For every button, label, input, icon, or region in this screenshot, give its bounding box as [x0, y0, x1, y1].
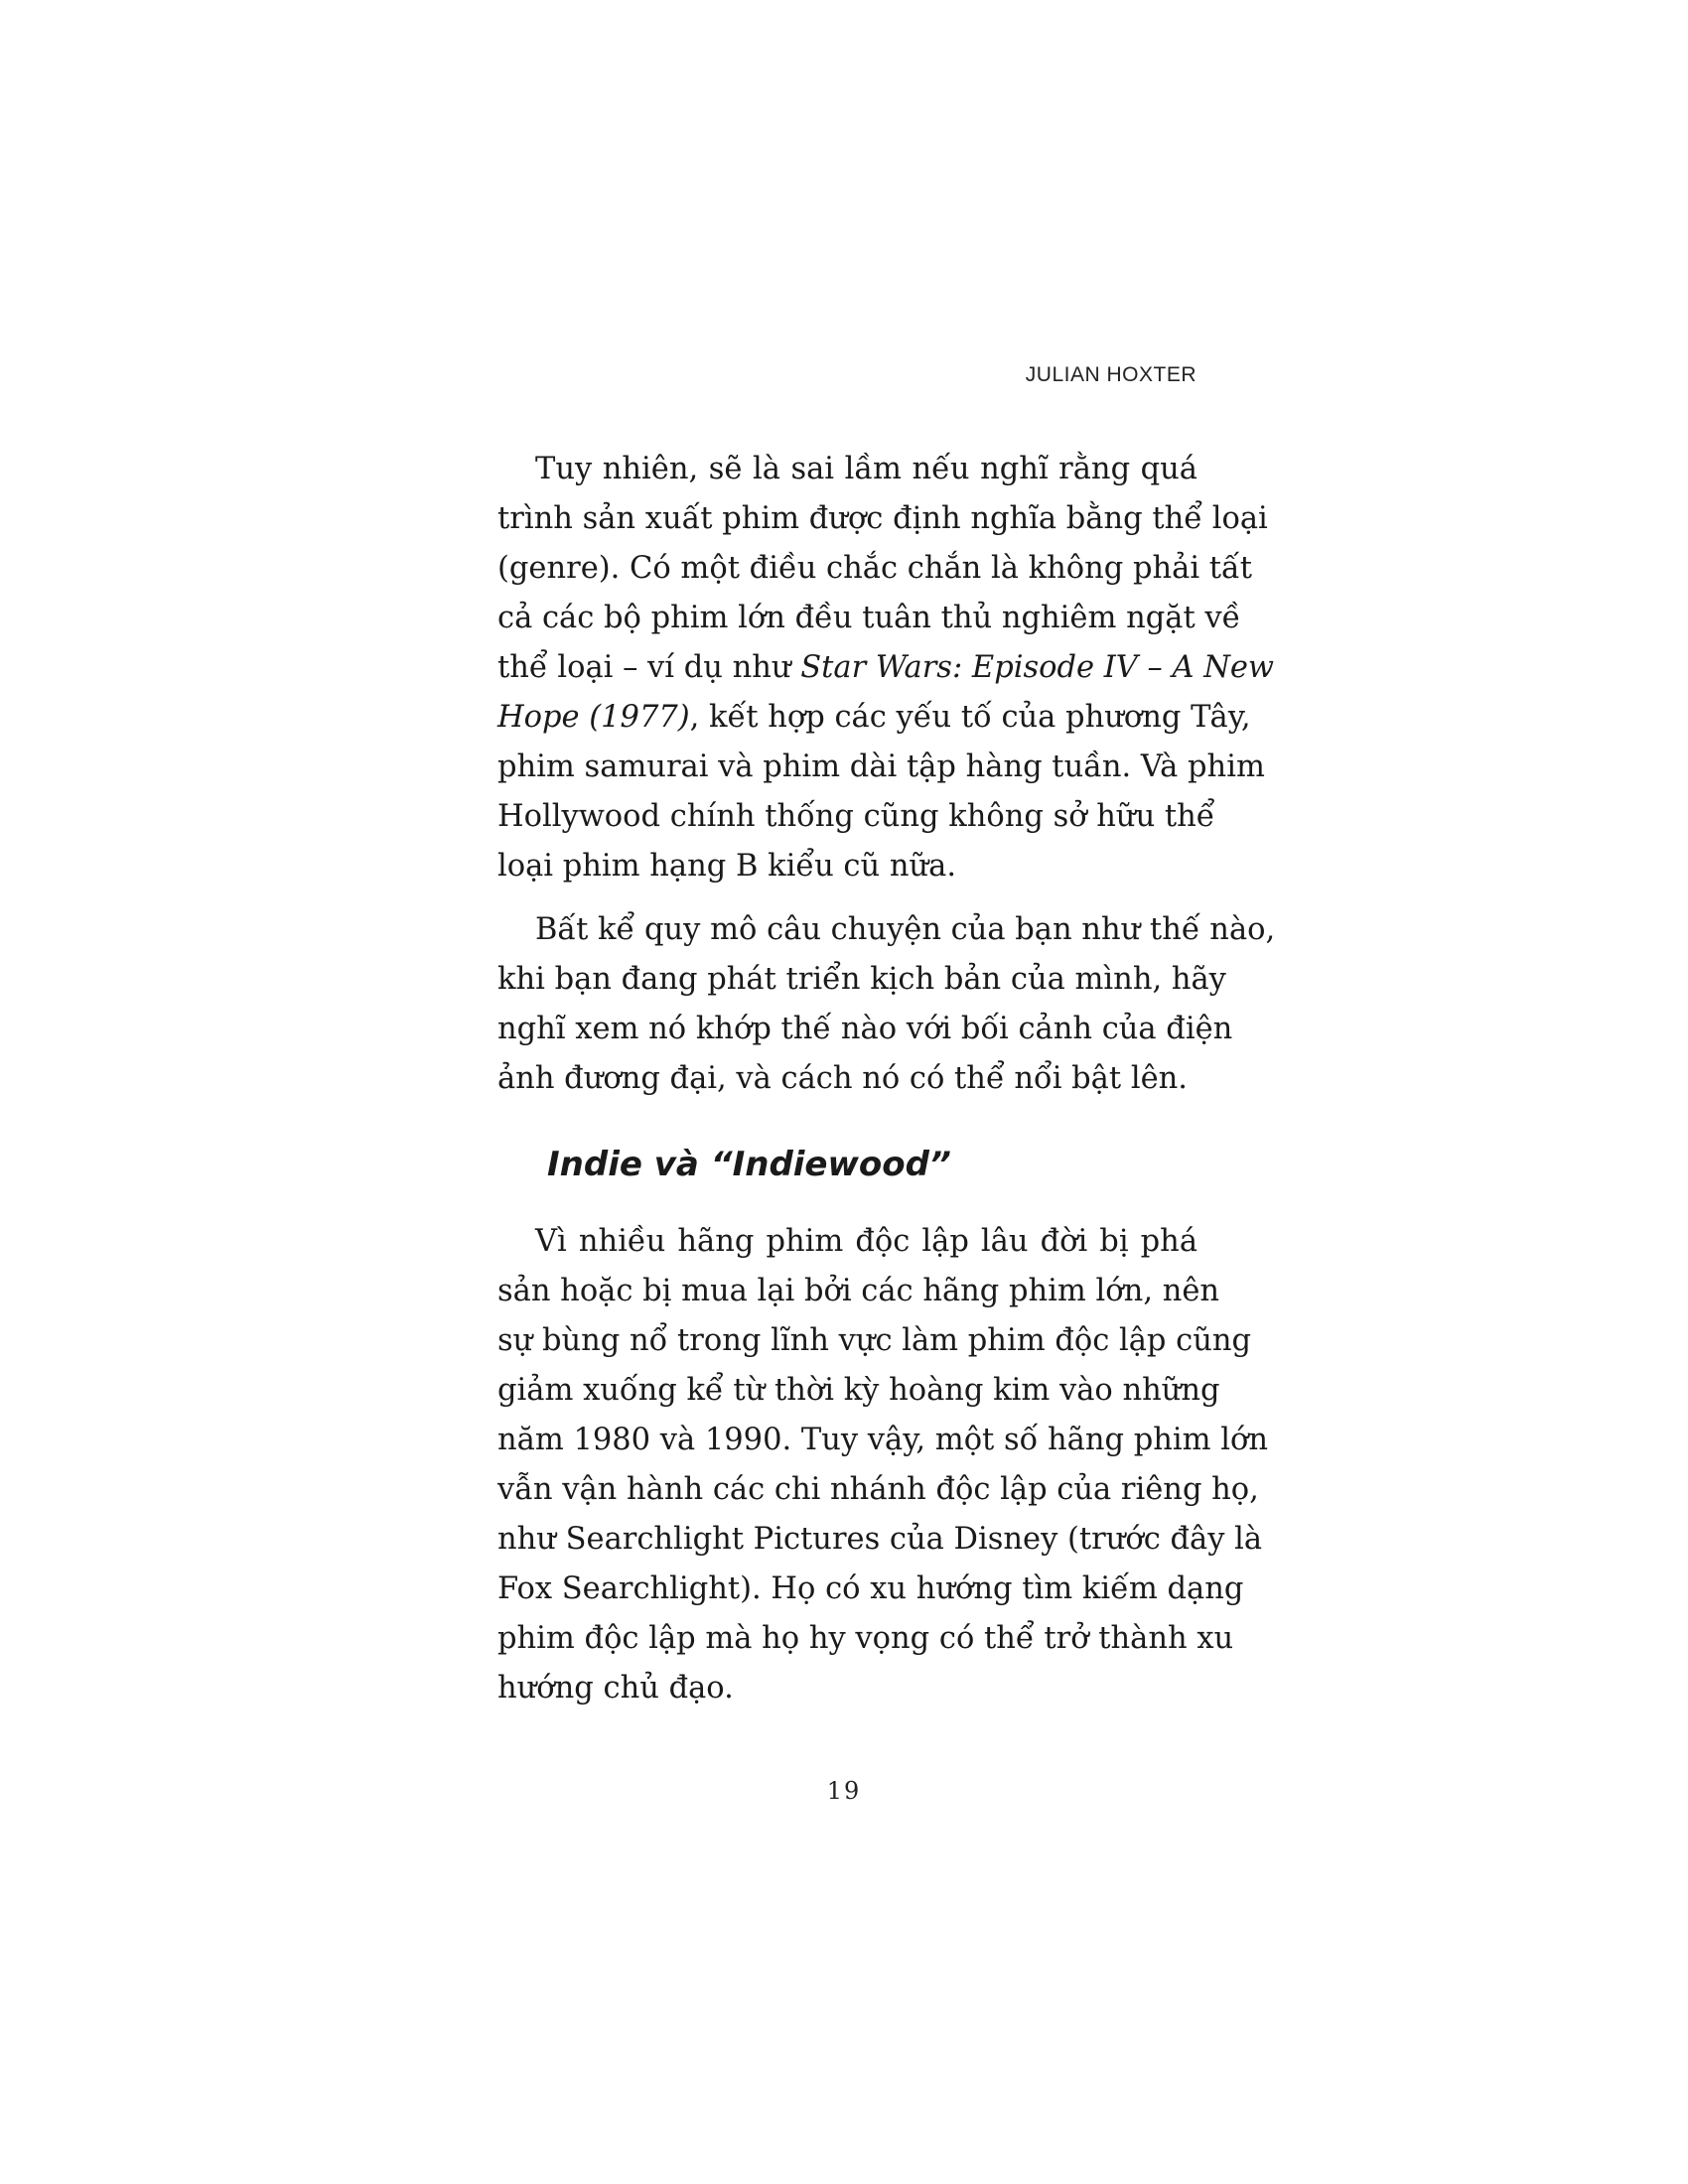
text-line: hướng chủ đạo.: [497, 1671, 734, 1706]
text-line: loại phim hạng B kiểu cũ nữa.: [497, 849, 957, 884]
text-line: Vì nhiều hãng phim độc lập lâu đời bị phá: [535, 1224, 1197, 1259]
paragraph-story-scale: [497, 905, 1276, 1104]
film-title-italic: Star Wars: Episode IV – A New: [800, 650, 1275, 685]
text-line-segment: thể loại – ví dụ như: [497, 650, 801, 685]
text-line: năm 1980 và 1990. Tuy vậy, một số hãng phim lớn: [497, 1423, 1269, 1457]
paragraph-indiewood: [497, 1217, 1269, 1713]
section-heading: Indie và “Indiewood”: [547, 1145, 951, 1184]
text-line: phim samurai và phim dài tập hàng tuần. Và phim: [497, 750, 1265, 784]
text-line-segment: , kết hợp các yếu tố của phương Tây,: [689, 700, 1251, 735]
text-line: sự bùng nổ trong lĩnh vực làm phim độc lập cũng: [497, 1323, 1252, 1358]
text-line: như Searchlight Pictures của Disney (trước đây là: [497, 1522, 1263, 1557]
page-number: 19: [826, 1777, 862, 1805]
text-line: Hollywood chính thống cũng không sở hữu thể: [497, 799, 1215, 834]
text-line: cả các bộ phim lớn đều tuân thủ nghiêm ngặt về: [497, 601, 1241, 635]
text-line: vẫn vận hành các chi nhánh độc lập của riêng họ,: [497, 1472, 1259, 1507]
text-line: trình sản xuất phim được định nghĩa bằng thể loại: [497, 501, 1268, 536]
text-line: nghĩ xem nó khớp thế nào với bối cảnh của điện: [497, 1012, 1233, 1046]
text-line: phim độc lập mà họ hy vọng có thể trở thành xu: [497, 1621, 1234, 1656]
text-line: khi bạn đang phát triển kịch bản của mình, hãy: [497, 962, 1226, 997]
text-line: [497, 643, 1275, 693]
text-line: Tuy nhiên, sẽ là sai lầm nếu nghĩ rằng quá: [535, 452, 1197, 486]
text-line: giảm xuống kể từ thời kỳ hoàng kim vào những: [497, 1373, 1220, 1408]
film-title-italic: Hope (1977): [497, 700, 690, 735]
paragraph-genre: [497, 445, 1275, 891]
text-line: Fox Searchlight). Họ có xu hướng tìm kiếm dạng: [497, 1571, 1244, 1606]
body-text: [497, 445, 1276, 1713]
running-header-author: JULIAN HOXTER: [1025, 363, 1196, 386]
text-line: [497, 693, 1251, 743]
text-line: (genre). Có một điều chắc chắn là không phải tất: [497, 551, 1252, 586]
text-line: ảnh đương đại, và cách nó có thể nổi bật lên.: [497, 1061, 1188, 1096]
text-line: Bất kể quy mô câu chuyện của bạn như thế nào,: [535, 912, 1276, 947]
text-line: sản hoặc bị mua lại bởi các hãng phim lớn, nên: [497, 1274, 1220, 1308]
